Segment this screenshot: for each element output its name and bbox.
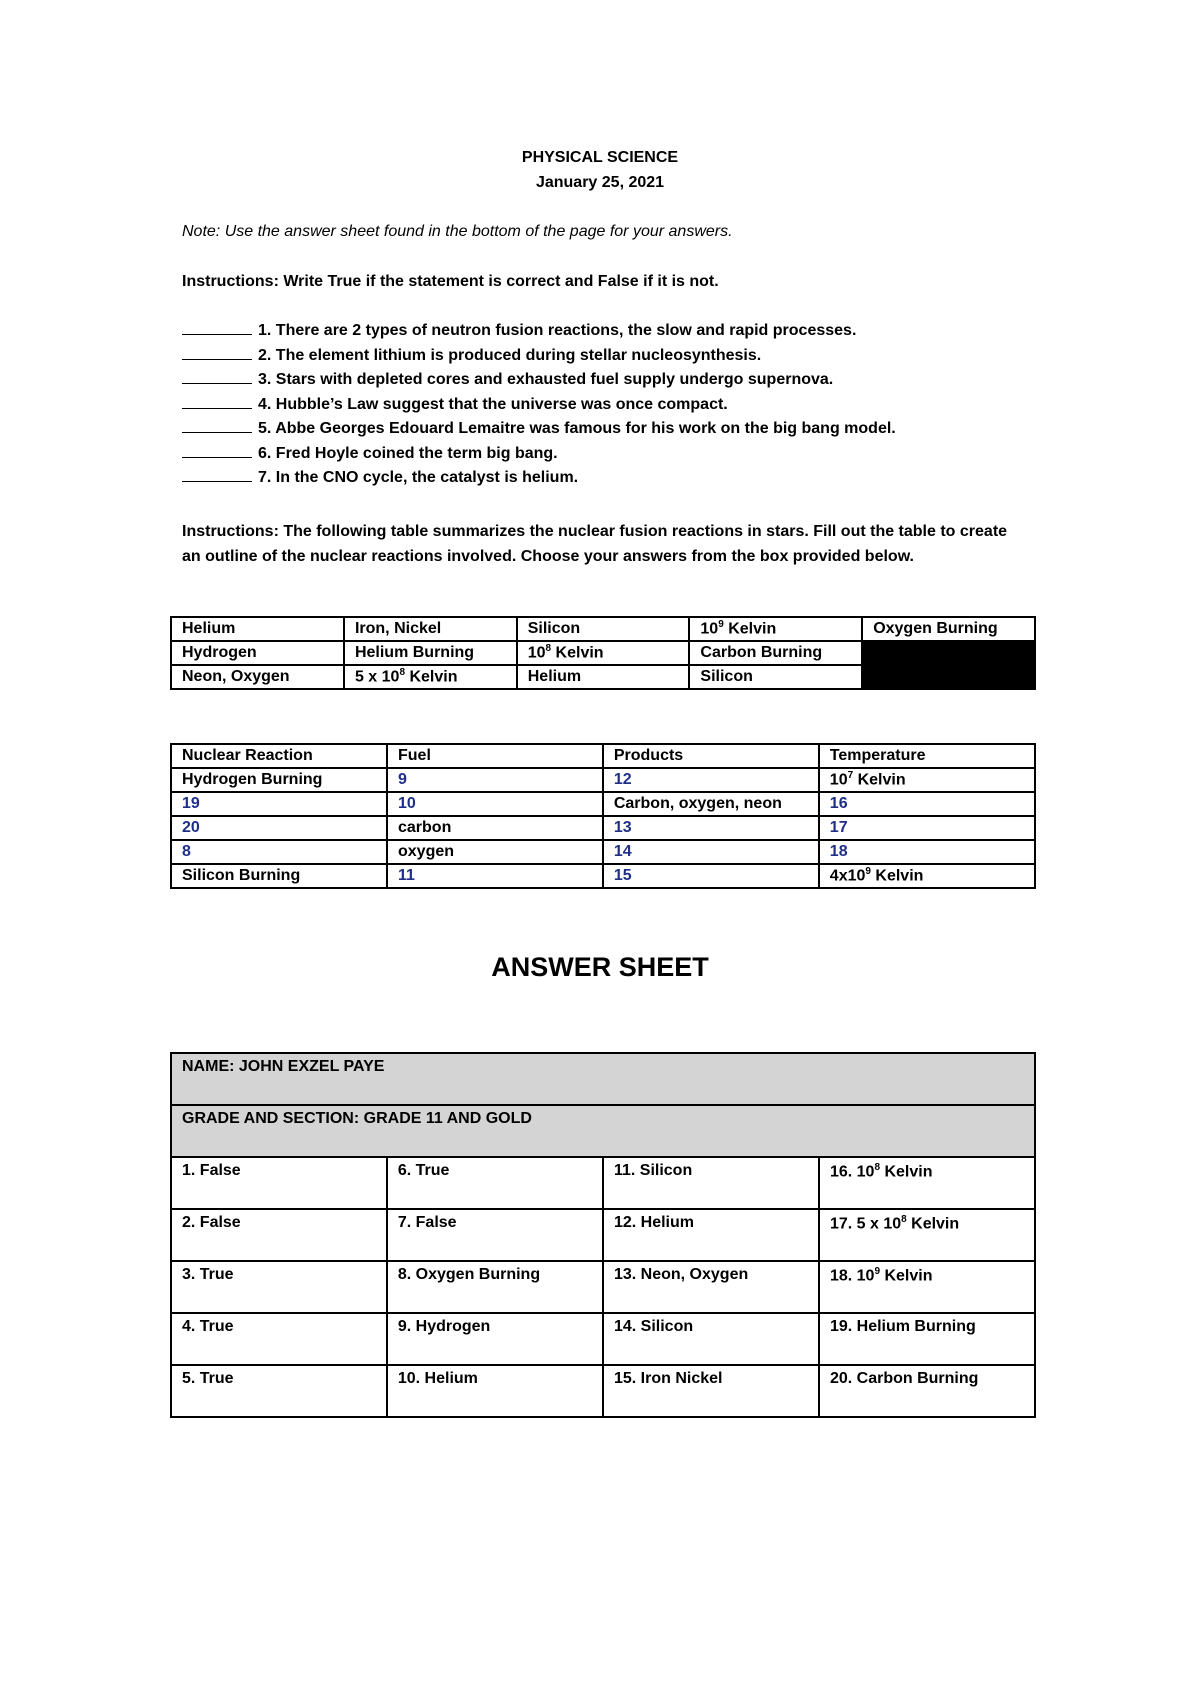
table-cell: $10^7$ Kelvin (819, 768, 1035, 792)
answer-cell: 3. True (171, 1261, 387, 1313)
statement-6 (182, 445, 558, 463)
answer-blank[interactable] (182, 371, 252, 384)
answer-blank[interactable] (182, 469, 252, 482)
column-header: Fuel (387, 744, 603, 768)
answer-cell: 8. Oxygen Burning (387, 1261, 603, 1313)
answer-row (171, 1157, 1035, 1209)
blank-number-cell: 8 (171, 840, 387, 864)
statement-text: 6. Fred Hoyle coined the term big bang. (258, 445, 558, 462)
blank-number-cell: 20 (171, 816, 387, 840)
blank-number-cell: 11 (387, 864, 603, 888)
column-header: Nuclear Reaction (171, 744, 387, 768)
answer-row (171, 1261, 1035, 1313)
grade-row (171, 1105, 1035, 1157)
answer-row (171, 1313, 1035, 1365)
answer-cell: 7. False (387, 1209, 603, 1261)
nuclear-reaction-table (170, 743, 1036, 889)
statement-1 (182, 322, 856, 340)
choice-cell: $10^8$ Kelvin (517, 641, 690, 665)
answer-cell: 11. Silicon (603, 1157, 819, 1209)
name-row (171, 1053, 1035, 1105)
answer-cell: 2. False (171, 1209, 387, 1261)
answer-sheet-title: ANSWER SHEET (491, 952, 709, 982)
choice-row (171, 617, 1035, 641)
table-cell: oxygen (387, 840, 603, 864)
choice-cell: 5 x $10^8$ Kelvin (344, 665, 517, 689)
choice-cell: Neon, Oxygen (171, 665, 344, 689)
table-row (171, 864, 1035, 888)
blank-number-cell: 13 (603, 816, 819, 840)
choice-row (171, 641, 1035, 665)
blacked-out-cell (862, 641, 1035, 665)
choice-box (170, 616, 1036, 690)
answer-cell: 14. Silicon (603, 1313, 819, 1365)
statement-text: 5. Abbe Georges Edouard Lemaitre was famous for his work on the big bang model. (258, 420, 896, 437)
choice-cell: Oxygen Burning (862, 617, 1035, 641)
choice-row (171, 665, 1035, 689)
blank-number-cell: 9 (387, 768, 603, 792)
statement-text: 4. Hubble’s Law suggest that the universe was once compact. (258, 396, 728, 413)
answer-cell: 15. Iron Nickel (603, 1365, 819, 1417)
table-row (171, 816, 1035, 840)
answer-cell: 1. False (171, 1157, 387, 1209)
answer-sheet-table (170, 1052, 1036, 1418)
answer-cell: 18. $10^9$ Kelvin (819, 1261, 1035, 1313)
answer-cell: 5. True (171, 1365, 387, 1417)
answer-cell: 10. Helium (387, 1365, 603, 1417)
blacked-out-cell (862, 665, 1035, 689)
table-row (171, 792, 1035, 816)
blank-number-cell: 10 (387, 792, 603, 816)
instructions-table: Instructions: The following table summarizes the nuclear fusion reactions in stars. Fill out the table to create an outline of the nuclear reactions involved. Choose your answers from the box provided below. (182, 523, 1008, 565)
student-name: NAME: JOHN EXZEL PAYE (171, 1053, 1035, 1105)
answer-blank[interactable] (182, 347, 252, 360)
table-header-row (171, 744, 1035, 768)
answer-cell: 16. $10^8$ Kelvin (819, 1157, 1035, 1209)
statement-2 (182, 347, 761, 365)
statement-text: 1. There are 2 types of neutron fusion reactions, the slow and rapid processes. (258, 322, 857, 339)
blank-number-cell: 18 (819, 840, 1035, 864)
answer-blank[interactable] (182, 322, 252, 335)
answer-blank[interactable] (182, 445, 252, 458)
table-row (171, 840, 1035, 864)
answer-cell: 6. True (387, 1157, 603, 1209)
answer-cell: 17. 5 x $10^8$ Kelvin (819, 1209, 1035, 1261)
blank-number-cell: 16 (819, 792, 1035, 816)
table-cell: Carbon, oxygen, neon (603, 792, 819, 816)
choice-cell: $10^9$ Kelvin (689, 617, 862, 641)
grade-section: GRADE AND SECTION: GRADE 11 AND GOLD (171, 1105, 1035, 1157)
choice-cell: Carbon Burning (689, 641, 862, 665)
statement-5 (182, 420, 896, 438)
statement-text: 2. The element lithium is produced during stellar nucleosynthesis. (258, 347, 762, 364)
blank-number-cell: 15 (603, 864, 819, 888)
blank-number-cell: 17 (819, 816, 1035, 840)
choice-cell: Silicon (689, 665, 862, 689)
answer-cell: 19. Helium Burning (819, 1313, 1035, 1365)
statement-3 (182, 371, 833, 389)
table-row (171, 768, 1035, 792)
table-cell: $4x10^9$ Kelvin (819, 864, 1035, 888)
choice-cell: Silicon (517, 617, 690, 641)
note: Note: Use the answer sheet found in the bottom of the page for your answers. (182, 223, 733, 240)
column-header: Products (603, 744, 819, 768)
instructions-true-false: Instructions: Write True if the statement is correct and False if it is not. (182, 273, 719, 290)
answer-cell: 13. Neon, Oxygen (603, 1261, 819, 1313)
answer-row (171, 1209, 1035, 1261)
answer-cell: 9. Hydrogen (387, 1313, 603, 1365)
table-cell: Silicon Burning (171, 864, 387, 888)
answer-cell: 12. Helium (603, 1209, 819, 1261)
choice-cell: Helium Burning (344, 641, 517, 665)
statement-7 (182, 469, 578, 487)
answer-cell: 4. True (171, 1313, 387, 1365)
table-cell: carbon (387, 816, 603, 840)
answer-cell: 20. Carbon Burning (819, 1365, 1035, 1417)
statement-4 (182, 396, 728, 414)
statement-text: 7. In the CNO cycle, the catalyst is helium. (258, 469, 579, 486)
choice-cell: Iron, Nickel (344, 617, 517, 641)
column-header: Temperature (819, 744, 1035, 768)
subject-title: PHYSICAL SCIENCE (521, 149, 679, 166)
date: January 25, 2021 (535, 174, 665, 191)
answer-row (171, 1365, 1035, 1417)
answer-blank[interactable] (182, 396, 252, 409)
choice-cell: Helium (171, 617, 344, 641)
choice-cell: Helium (517, 665, 690, 689)
blank-number-cell: 14 (603, 840, 819, 864)
statement-text: 3. Stars with depleted cores and exhausted fuel supply undergo supernova. (258, 371, 834, 388)
answer-blank[interactable] (182, 420, 252, 433)
table-cell: Hydrogen Burning (171, 768, 387, 792)
choice-cell: Hydrogen (171, 641, 344, 665)
blank-number-cell: 12 (603, 768, 819, 792)
blank-number-cell: 19 (171, 792, 387, 816)
